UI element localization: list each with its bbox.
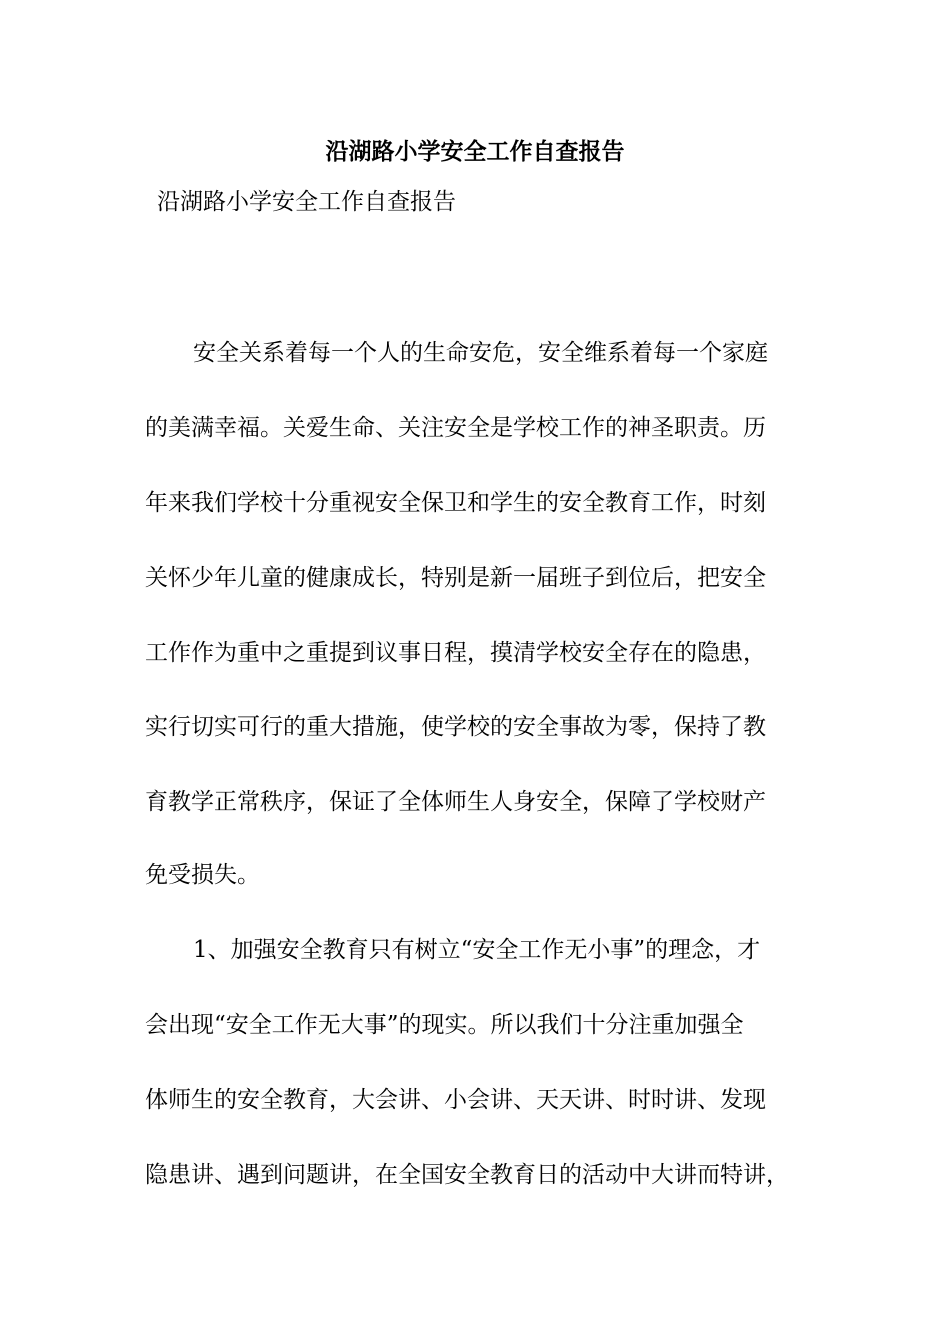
paragraph-line: 体师生的安全教育，大会讲、小会讲、天天讲、时时讲、发现 bbox=[145, 1087, 766, 1113]
paragraph-line: 关怀少年儿童的健康成长，特别是新一届班子到位后，把安全 bbox=[145, 565, 766, 591]
paragraph-line: 工作作为重中之重提到议事日程，摸清学校安全存在的隐患， bbox=[145, 640, 766, 666]
document-subtitle: 沿湖路小学安全工作自查报告 bbox=[157, 189, 456, 215]
paragraph-line: 安全关系着每一个人的生命安危，安全维系着每一个家庭 bbox=[193, 340, 768, 366]
paragraph-line: 实行切实可行的重大措施，使学校的安全事故为零，保持了教 bbox=[145, 714, 766, 740]
paragraph-line: 年来我们学校十分重视安全保卫和学生的安全教育工作，时刻 bbox=[145, 490, 766, 516]
paragraph-line: 会出现“安全工作无大事”的现实。所以我们十分注重加强全 bbox=[145, 1012, 744, 1038]
paragraph-line: 的美满幸福。关爱生命、关注安全是学校工作的神圣职责。历 bbox=[145, 415, 766, 441]
paragraph-line: 育教学正常秩序，保证了全体师生人身安全，保障了学校财产 bbox=[145, 789, 766, 815]
paragraph-line: 隐患讲、遇到问题讲，在全国安全教育日的活动中大讲而特讲， bbox=[145, 1162, 789, 1188]
paragraph-line: 1、加强安全教育只有树立“安全工作无小事”的理念，才 bbox=[193, 937, 761, 963]
document-title: 沿湖路小学安全工作自查报告 bbox=[325, 138, 625, 165]
paragraph-line: 免受损失。 bbox=[145, 862, 260, 888]
